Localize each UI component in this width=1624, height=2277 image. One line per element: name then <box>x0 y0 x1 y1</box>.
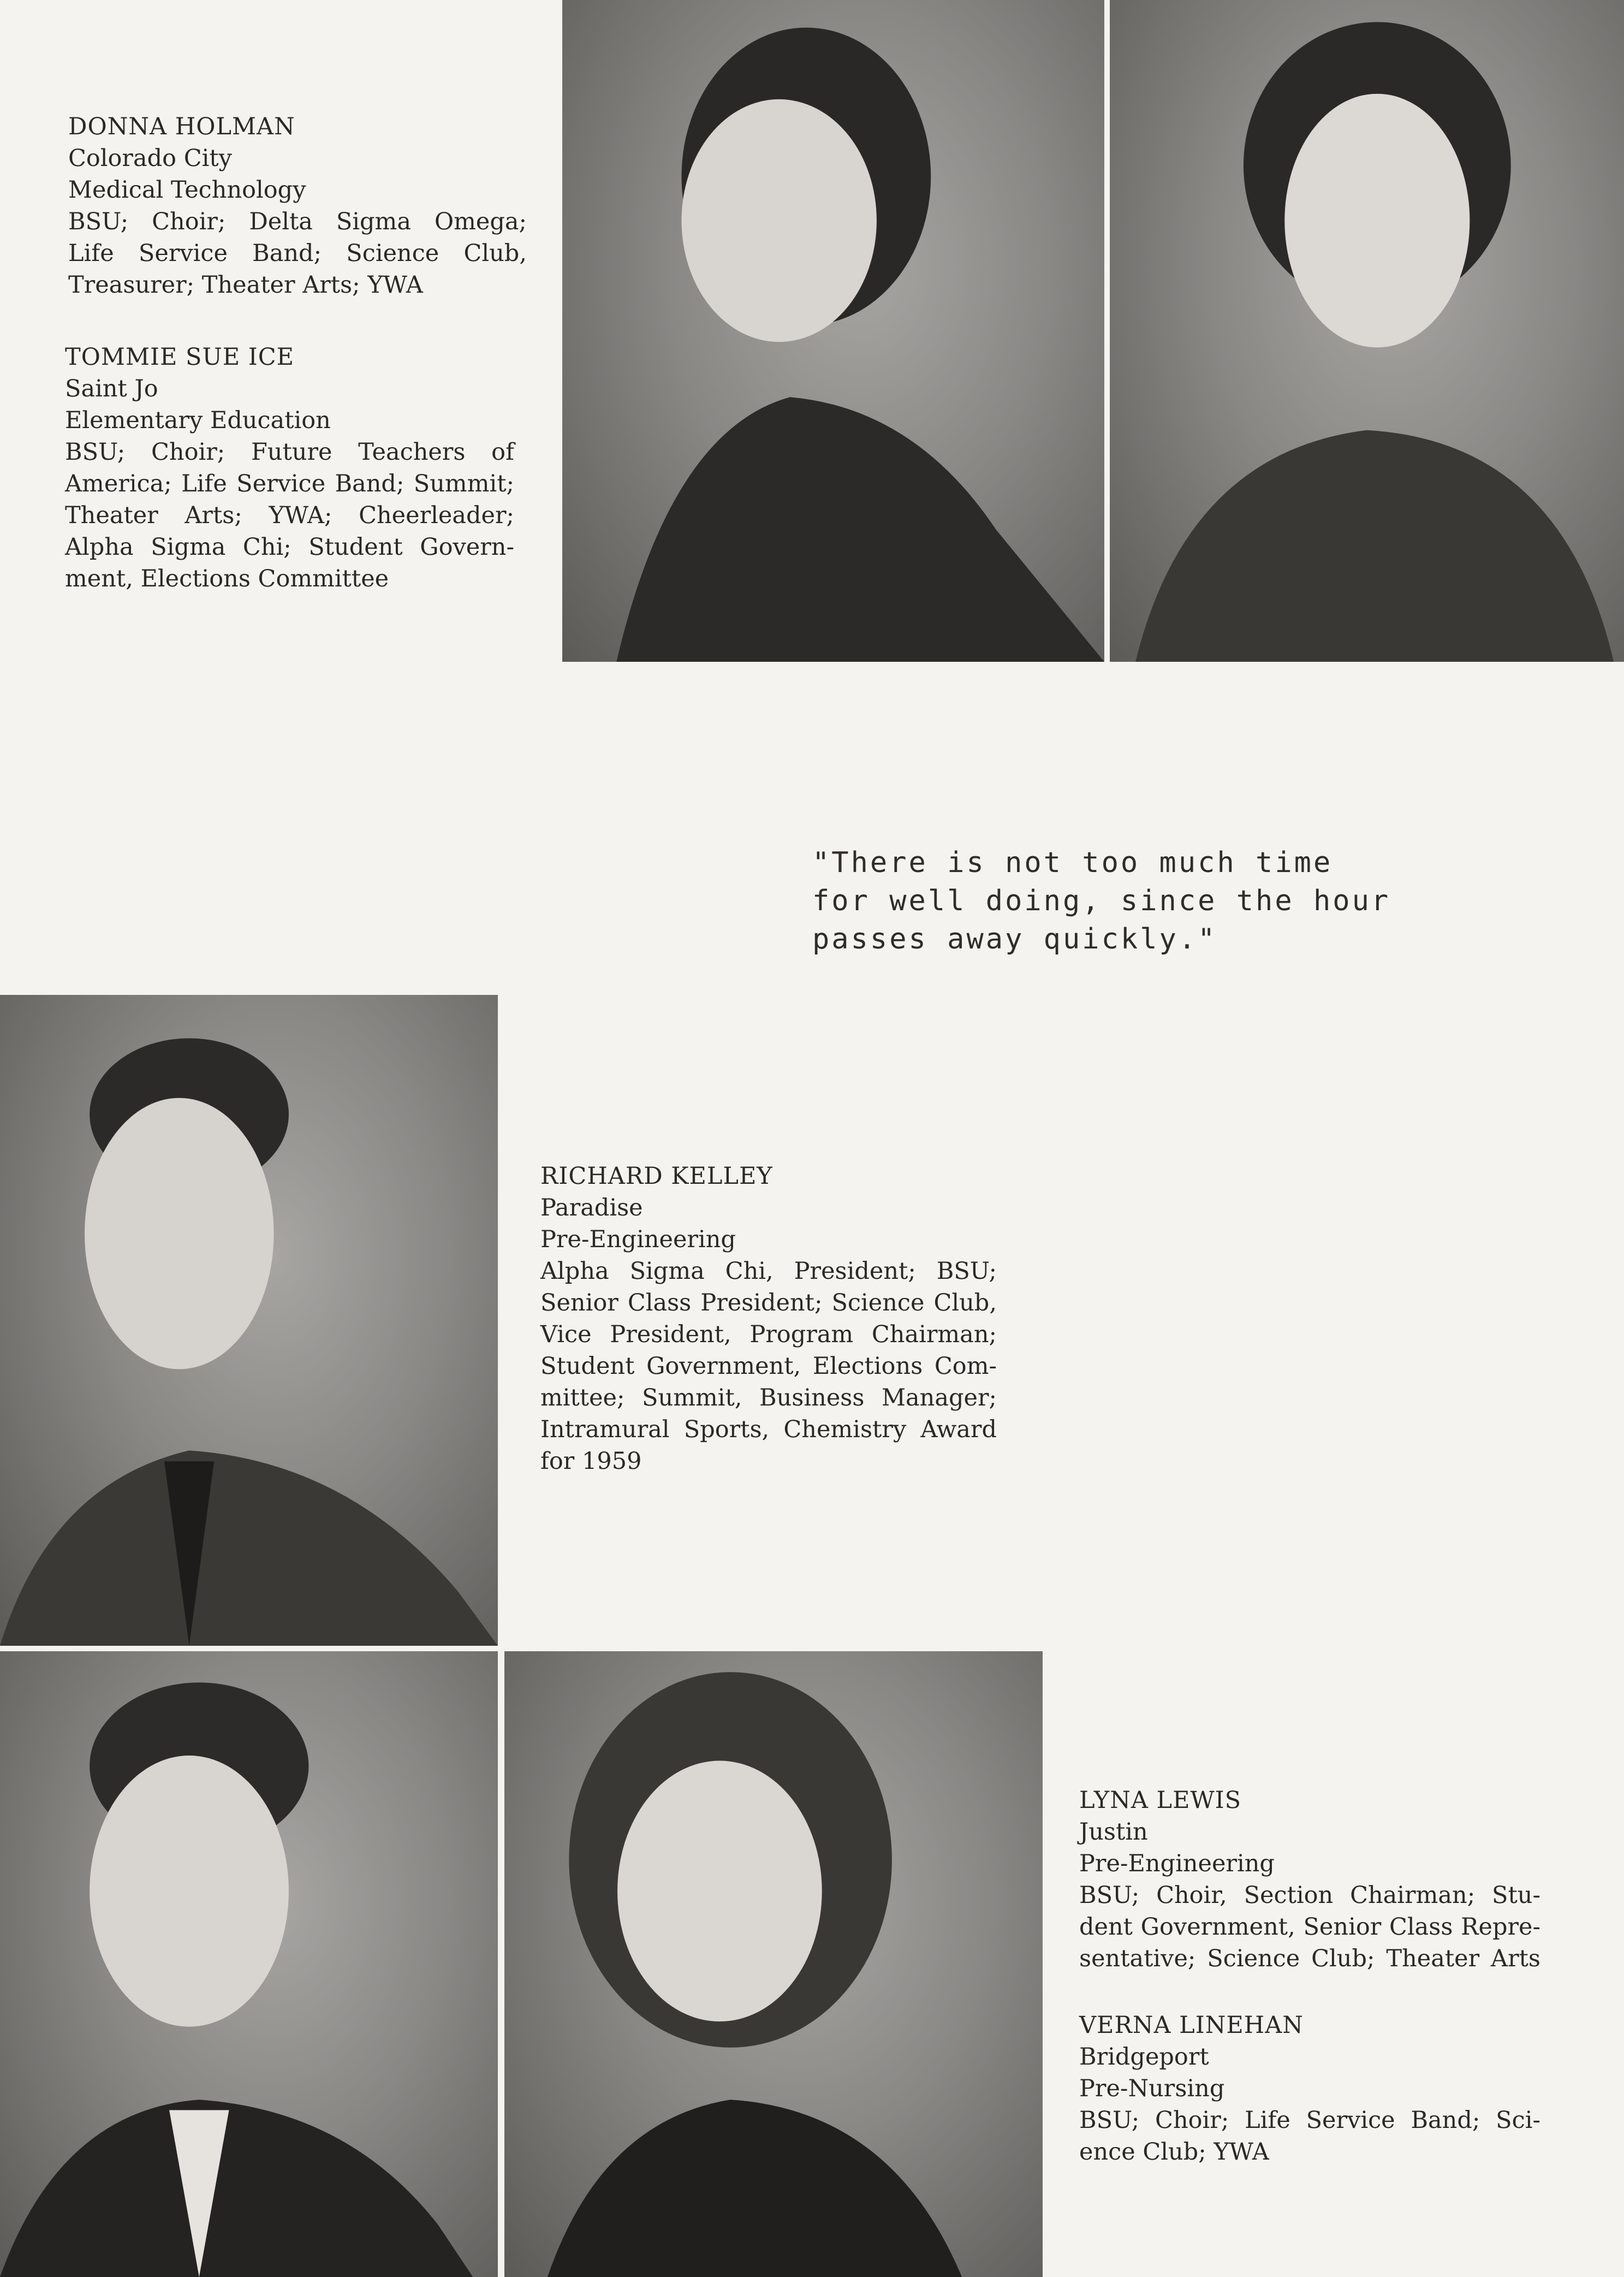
activities-line: BSU; Choir; Future Teachers of <box>65 438 514 466</box>
activities-line: sentative; Science Club; Theater Arts <box>1079 1945 1540 1972</box>
bio-lyna-lewis <box>1079 1784 1540 1974</box>
student-hometown: Colorado City <box>68 145 232 172</box>
activities-line: ence Club; YWA <box>1079 2138 1269 2166</box>
quote-line: for well doing, since the hour <box>812 885 1391 917</box>
activities-line: Alpha Sigma Chi; Student Govern- <box>65 533 514 561</box>
student-name: TOMMIE SUE ICE <box>65 343 295 371</box>
activities-line: Alpha Sigma Chi, President; BSU; <box>540 1258 997 1285</box>
activities-line: Vice President, Program Chairman; <box>540 1321 997 1348</box>
activities-line: Life Service Band; Science Club, <box>68 240 527 267</box>
bio-tommie-sue-ice <box>65 341 514 595</box>
portrait-photo-tommie-sue-ice <box>1110 0 1624 662</box>
activities-line: ment, Elections Committee <box>65 565 389 592</box>
portrait-photo-donna-holman <box>562 0 1104 662</box>
student-name: VERNA LINEHAN <box>1079 2012 1304 2039</box>
quote-line: passes away quickly." <box>812 923 1217 956</box>
portrait-photo-lyna-lewis <box>0 1651 498 2277</box>
activities-line: BSU; Choir; Delta Sigma Omega; <box>68 208 527 235</box>
student-name: LYNA LEWIS <box>1079 1787 1242 1814</box>
student-major: Medical Technology <box>68 176 306 204</box>
activities-line: America; Life Service Band; Summit; <box>65 470 514 497</box>
student-hometown: Bridgeport <box>1079 2043 1209 2071</box>
student-hometown: Saint Jo <box>65 375 158 402</box>
activities-line: Theater Arts; YWA; Cheerleader; <box>65 502 514 529</box>
student-major: Pre-Engineering <box>1079 1850 1275 1877</box>
student-name: RICHARD KELLEY <box>540 1163 773 1190</box>
student-hometown: Paradise <box>540 1194 643 1221</box>
student-name: DONNA HOLMAN <box>68 113 295 140</box>
bio-donna-holman <box>68 111 527 301</box>
activities-line: BSU; Choir; Life Service Band; Sci- <box>1079 2107 1540 2134</box>
activities-line: Treasurer; Theater Arts; YWA <box>68 271 423 299</box>
student-major: Pre-Engineering <box>540 1226 736 1253</box>
quote-line: "There is not too much time <box>812 846 1333 879</box>
activities-line: mittee; Summit, Business Manager; <box>540 1384 997 1412</box>
activities-line: Intramural Sports, Chemistry Award <box>540 1416 997 1443</box>
activities-line: Senior Class President; Science Club, <box>540 1289 997 1317</box>
quote <box>812 844 1390 958</box>
activities-line: Student Government, Elections Com- <box>540 1353 997 1380</box>
bio-verna-linehan <box>1079 2009 1540 2168</box>
bio-richard-kelley <box>540 1160 997 1477</box>
activities-line: dent Government, Senior Class Repre- <box>1079 1913 1540 1941</box>
student-major: Pre-Nursing <box>1079 2075 1225 2102</box>
student-hometown: Justin <box>1079 1818 1148 1846</box>
activities-line: for 1959 <box>540 1448 642 1475</box>
activities-line: BSU; Choir, Section Chairman; Stu- <box>1079 1882 1540 1909</box>
student-major: Elementary Education <box>65 407 331 434</box>
portrait-photo-richard-kelley <box>0 995 498 1646</box>
portrait-photo-verna-linehan <box>504 1651 1043 2277</box>
